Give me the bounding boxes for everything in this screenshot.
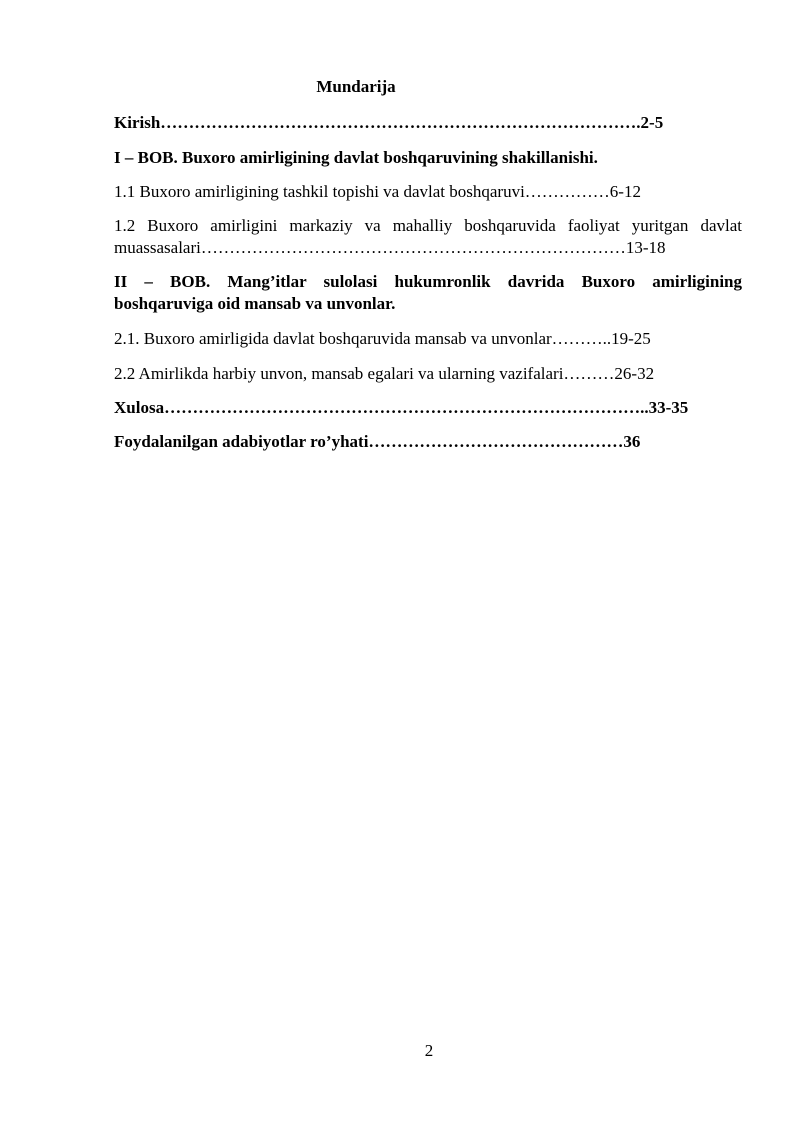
toc-section-2-1: 2.1. Buxoro amirligida davlat boshqaruvida mansab va unvonlar………..19-25 xyxy=(114,329,651,348)
toc-chapter-2-title xyxy=(114,271,742,315)
toc-chapter-1-title: I – BOB. Buxoro amirligining davlat boshqaruvining shakillanishi. xyxy=(114,148,598,167)
toc-title: Mundarija xyxy=(316,77,396,96)
toc-section-1-2-line-2: muassasalari…………………………………………………………………13-18 xyxy=(114,238,666,257)
toc-section-2-2: 2.2 Amirlikda harbiy unvon, mansab egalari va ularning vazifalari………26-32 xyxy=(114,364,655,383)
toc-entry-kirish: Kirish………………………………………………………………………….2-5 xyxy=(114,113,664,132)
toc-section-1-1: 1.1 Buxoro amirligining tashkil topishi va davlat boshqaruvi……………6-12 xyxy=(114,182,641,201)
toc-section-1-2-line-1: 1.2 Buxoro amirligini markaziy va mahalliy boshqaruvida faoliyat yuritgan davlat xyxy=(114,216,742,235)
toc-entry-xulosa: Xulosa…………………………………………………………………………..33-35 xyxy=(114,398,689,417)
toc-section-1-2 xyxy=(114,215,742,259)
page-number: 2 xyxy=(424,1041,434,1060)
toc-chapter-2-line-1: II – BOB. Mang’itlar sulolasi hukumronlik davrida Buxoro amirligining xyxy=(114,272,742,291)
toc-entry-adabiyotlar: Foydalanilgan adabiyotlar ro’yhati………………………………………36 xyxy=(114,432,641,451)
toc-chapter-2-line-2: boshqaruviga oid mansab va unvonlar. xyxy=(114,294,396,313)
